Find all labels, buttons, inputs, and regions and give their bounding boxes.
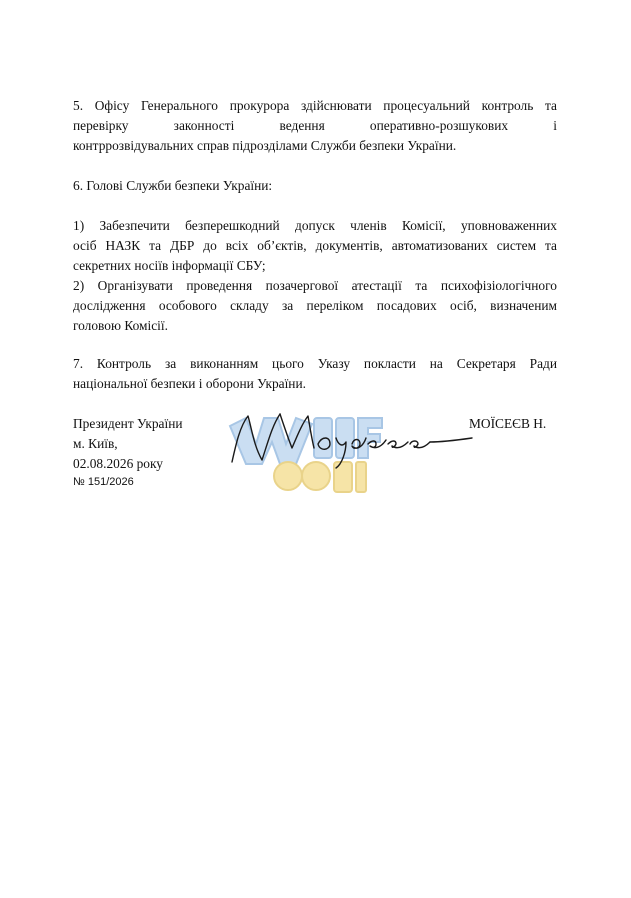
paragraph-6-item-1-line-3: секретних носіїв інформації СБУ;: [73, 258, 266, 273]
paragraph-6-item-1-line-2: осіб НАЗК та ДБР до всіх об’єктів, документів, автоматизованих систем та: [73, 238, 557, 253]
paragraph-6-item-2-line-2: дослідження особового складу за переліком посадових осіб, визначеним: [73, 298, 557, 313]
paragraph-5-line-3: контррозвідувальних справ підрозділами Служби безпеки України.: [73, 138, 457, 153]
paragraph-7-line-1: 7. Контроль за виконанням цього Указу покласти на Секретаря Ради: [73, 356, 557, 371]
handwritten-signature: [226, 404, 486, 474]
paragraph-6-item-2-line-1: 2) Організувати проведення позачергової атестації та психофізіологічного: [73, 278, 557, 293]
document-number: № 151/2026: [73, 476, 134, 488]
signatory-position: Президент України: [73, 416, 183, 431]
paragraph-6: [73, 176, 557, 196]
paragraph-5-line-1: 5. Офісу Генерального прокурора здійснювати процесуальний контроль та: [73, 98, 557, 113]
paragraph-7-line-2: національної безпеки і оборони України.: [73, 376, 306, 391]
issue-city: м. Київ,: [73, 436, 118, 451]
signatory-name: МОЇСЕЄВ Н.: [469, 416, 547, 431]
paragraph-6-item-2-line-3: головою Комісії.: [73, 318, 168, 333]
paragraph-5: [73, 96, 557, 156]
paragraph-6-item-2: [73, 276, 557, 336]
paragraph-5-line-2: перевірку законності ведення оперативно-розшукових і: [73, 118, 557, 133]
paragraph-6-item-1: [73, 216, 557, 276]
paragraph-6-line-1: 6. Голові Служби безпеки України:: [73, 178, 273, 193]
paragraph-7: [73, 354, 557, 394]
issue-date: 02.08.2026 року: [73, 456, 164, 471]
paragraph-6-item-1-line-1: 1) Забезпечити безперешкодний допуск членів Комісії, уповноваженних: [73, 218, 557, 233]
